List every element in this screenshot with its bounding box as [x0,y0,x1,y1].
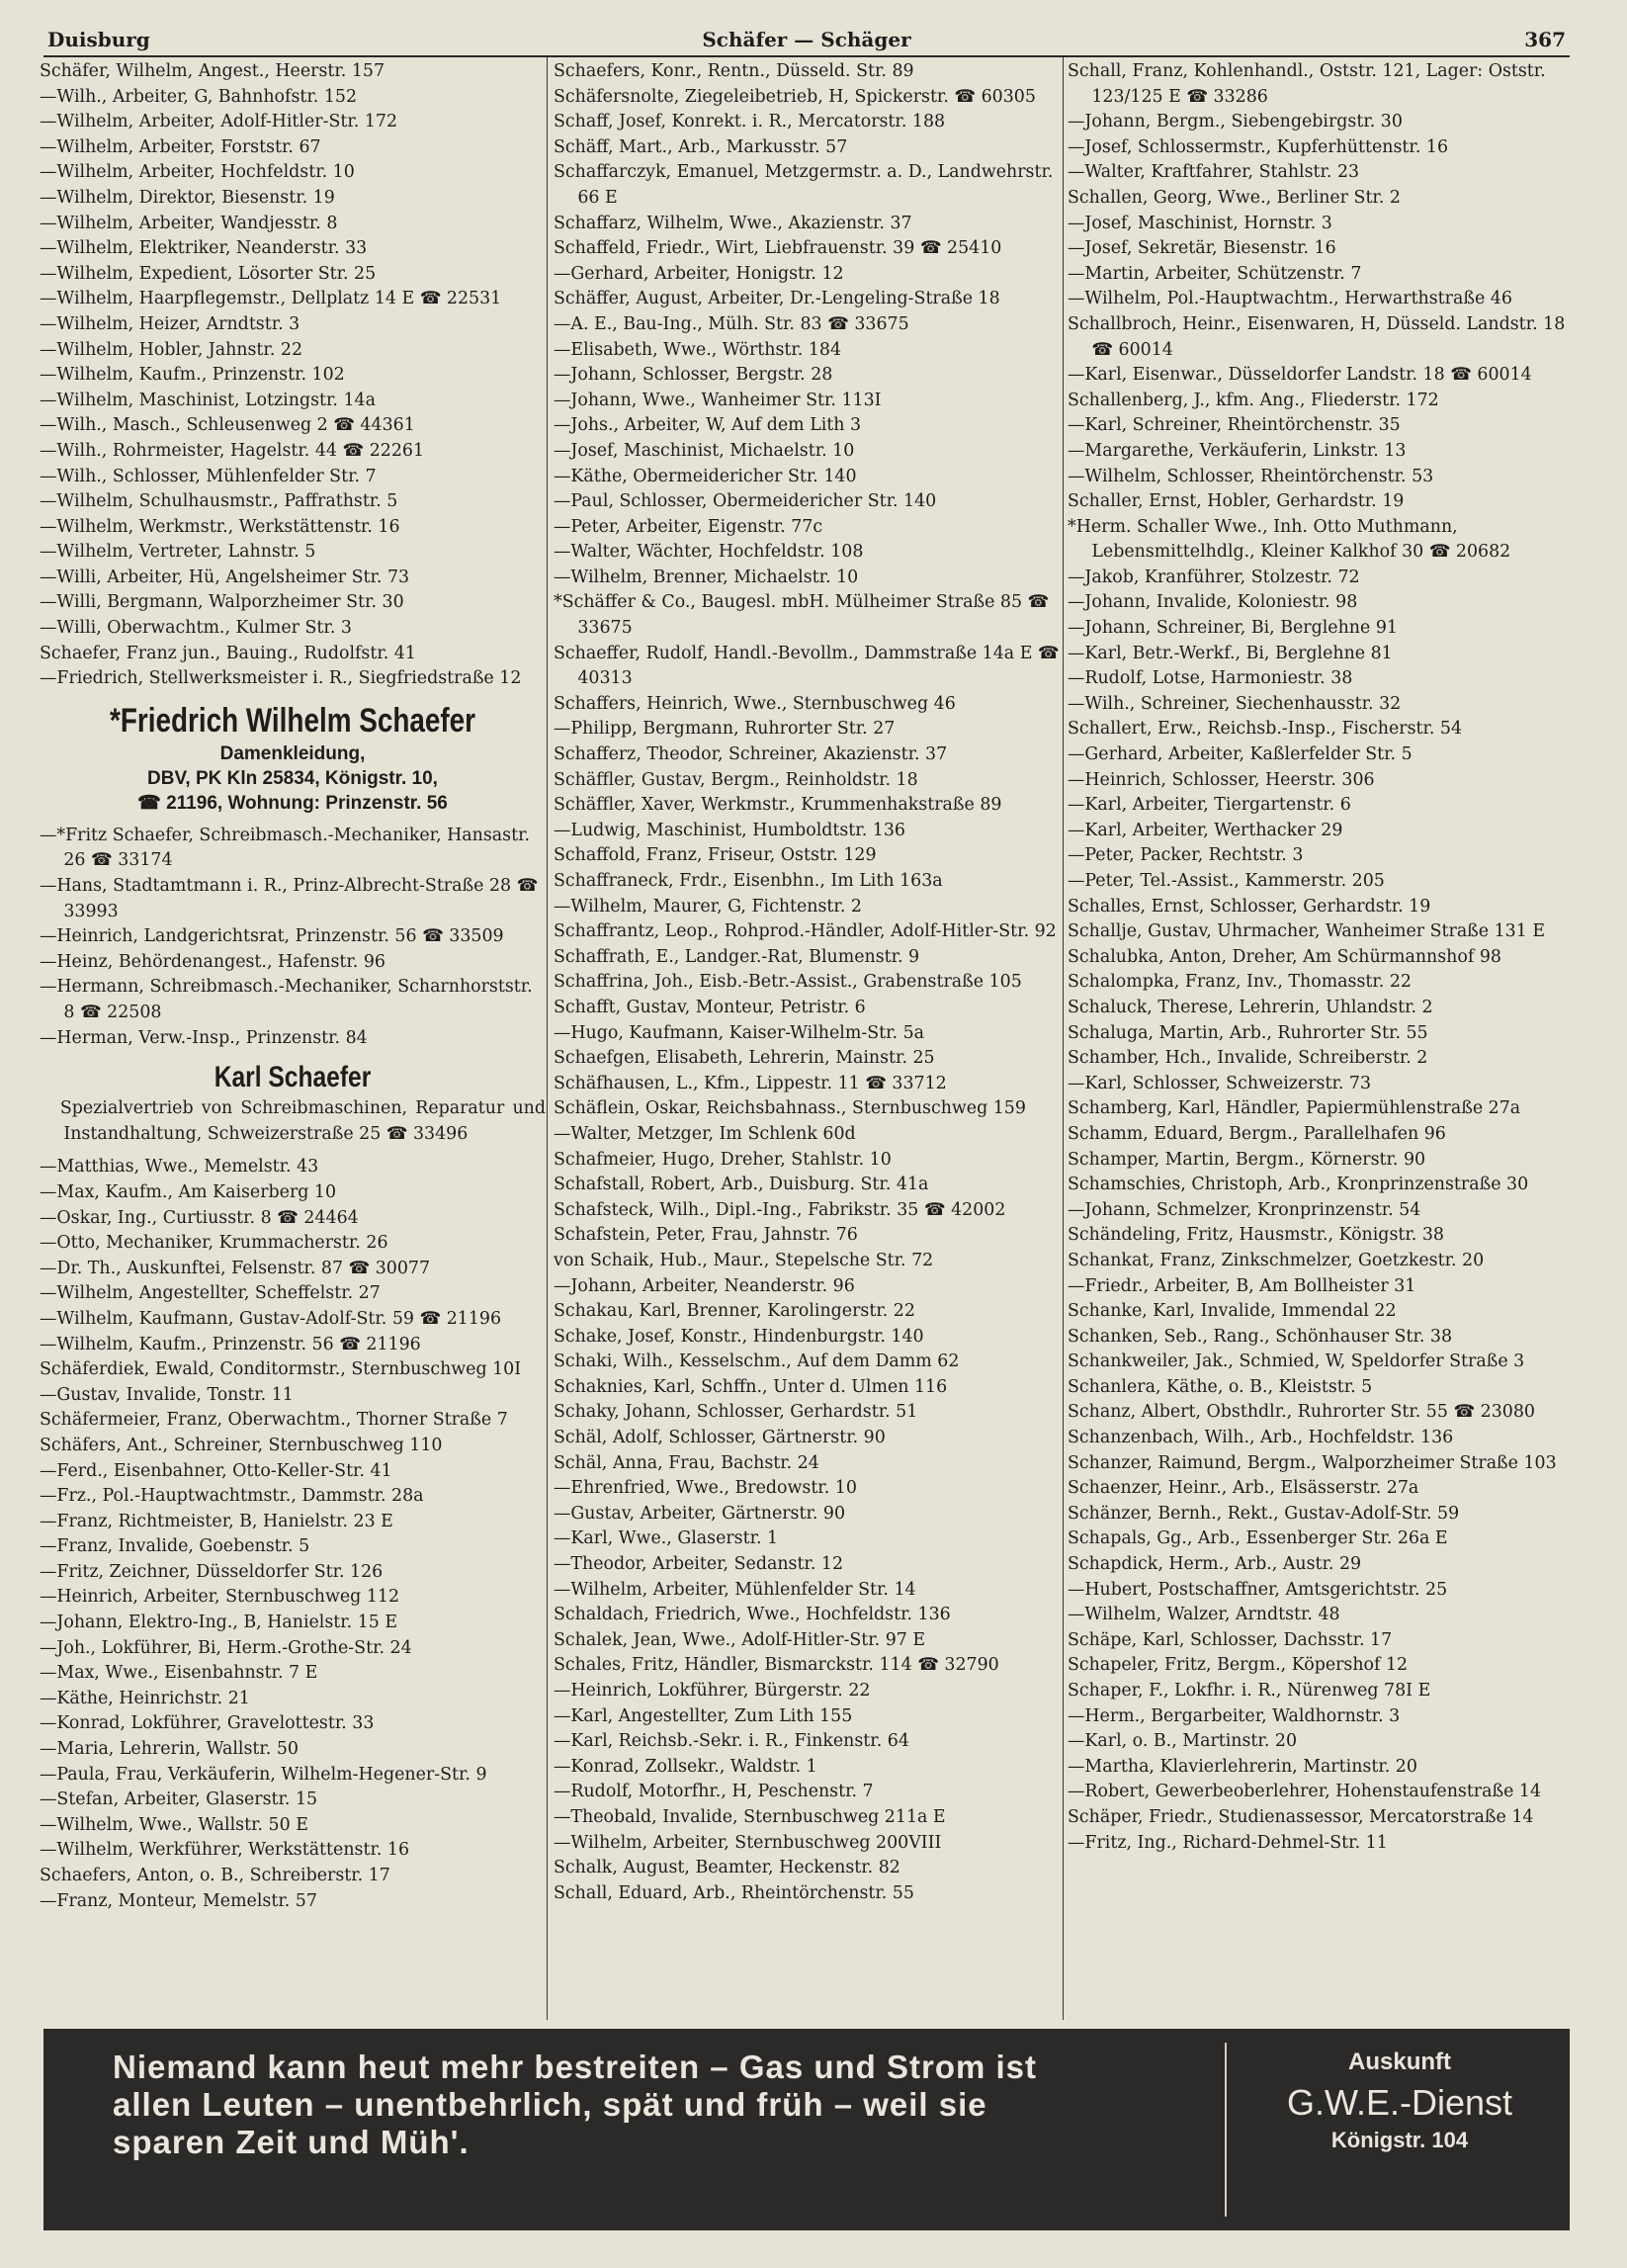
directory-entry: —Wilhelm, Maurer, G, Fichtenstr. 2 [554,896,862,916]
directory-entry: Schake, Josef, Konstr., Hindenburgstr. 140 [554,1326,924,1347]
directory-entry: —Wilh., Arbeiter, G, Bahnhofstr. 152 [40,86,358,107]
directory-entry: —Walter, Wächter, Hochfeldstr. 108 [554,542,864,563]
directory-entry: —Theobald, Invalide, Sternbuschweg 211a E [554,1806,946,1827]
directory-entry: —Franz, Richtmeister, B, Hanielstr. 23 E [40,1511,393,1531]
directory-entry: Schäl, Adolf, Schlosser, Gärtnerstr. 90 [554,1428,886,1448]
directory-entry: Schalompka, Franz, Inv., Thomasstr. 22 [1068,972,1412,993]
directory-entry: —Rudolf, Lotse, Harmoniestr. 38 [1068,668,1353,689]
directory-entry: Schanz, Albert, Obsthdlr., Ruhrorter Str. 55 ☎ 23080 [1068,1402,1535,1423]
directory-entry: —Karl, Eisenwar., Düsseldorfer Landstr. 18 ☎ 60014 [1068,365,1532,386]
directory-entry: Schamschies, Christoph, Arb., Kronprinzenstraße 30 [1068,1175,1529,1195]
directory-entry: —Wilhelm, Arbeiter, Forststr. 67 [40,136,321,157]
directory-entry: —Wilhelm, Heizer, Arndtstr. 3 [40,313,300,334]
directory-entry: —Ferd., Eisenbahner, Otto-Keller-Str. 41 [40,1460,392,1481]
directory-entry: —Theodor, Arbeiter, Sedanstr. 12 [554,1554,844,1575]
directory-entry: —Martha, Klavierlehrerin, Martinstr. 20 [1068,1756,1417,1777]
directory-entry: Schaffraneck, Frdr., Eisenbhn., Im Lith 163a [554,871,943,891]
directory-entry: Schäl, Anna, Frau, Bachstr. 24 [554,1452,819,1473]
directory-entry: —Paul, Schlosser, Obermeidericher Str. 140 [554,491,937,512]
directory-entry: —Karl, Wwe., Glaserstr. 1 [554,1528,779,1549]
directory-entry: Schall, Franz, Kohlenhandl., Oststr. 121, Lager: Oststr. 123/125 E ☎ 33286 [1068,61,1546,107]
display-advertisement [40,700,546,816]
directory-entry: Schäferdiek, Ewald, Conditormstr., Sternbuschweg 10I [40,1359,522,1380]
directory-entry: —Wilh., Masch., Schleusenweg 2 ☎ 44361 [40,415,415,436]
directory-entry: Schankat, Franz, Zinkschmelzer, Goetzkestr. 20 [1068,1250,1485,1270]
directory-entry: —Wilhelm, Werkmstr., Werkstättenstr. 16 [40,516,400,537]
directory-entry: Schaefers, Konr., Rentn., Düsseld. Str. 89 [554,61,914,81]
ad-description: Spezialvertrieb von Schreibmaschinen, Reparatur und Instandhaltung, Schweizerstraße 25 ☎ 33496 [59,1098,546,1144]
directory-entry: Schapals, Gg., Arb., Essenberger Str. 26a E [1068,1528,1448,1549]
directory-entry: —Wilhelm, Elektriker, Neanderstr. 33 [40,238,368,259]
directory-entry: —Karl, Angestellter, Zum Lith 155 [554,1705,853,1726]
column-divider [1063,57,1064,2020]
directory-entry: Schaffeld, Friedr., Wirt, Liebfrauenstr. 39 ☎ 25410 [554,238,1002,259]
directory-entry: Schalubka, Anton, Dreher, Am Schürmannshof 98 [1068,946,1501,967]
advertisement-banner [43,2029,1570,2230]
directory-entry: von Schaik, Hub., Maur., Stepelsche Str. 72 [554,1250,934,1270]
directory-entry: —Karl, Schreiner, Rheintörchenstr. 35 [1068,415,1401,436]
directory-entry: —Herm., Bergarbeiter, Waldhornstr. 3 [1068,1705,1401,1726]
directory-entry: Schäfers, Ant., Schreiner, Sternbuschweg 110 [40,1435,443,1455]
header-range: Schäfer — Schäger [702,28,911,51]
directory-entry: Schamber, Hch., Invalide, Schreiberstr. 2 [1068,1048,1428,1069]
directory-entry: —Gustav, Arbeiter, Gärtnerstr. 90 [554,1503,846,1524]
directory-entry: Schafstall, Robert, Arb., Duisburg. Str. 41a [554,1175,929,1195]
directory-entry: —Johs., Arbeiter, W, Auf dem Lith 3 [554,415,862,436]
directory-entry: —Wilhelm, Arbeiter, Sternbuschweg 200VIII [554,1832,942,1853]
directory-entry: —Willi, Bergmann, Walporzheimer Str. 30 [40,592,404,613]
directory-entry: —Wilhelm, Werkführer, Werkstättenstr. 16 [40,1840,410,1861]
directory-entry: Schaenzer, Heinr., Arb., Elsässerstr. 27a [1068,1478,1419,1499]
directory-entry: Schafsteck, Wilh., Dipl.-Ing., Fabrikstr. 35 ☎ 42002 [554,1199,1006,1220]
directory-entry: —Karl, Reichsb.-Sekr. i. R., Finkenstr. 64 [554,1731,909,1752]
directory-entry: —Wilhelm, Expedient, Lösorter Str. 25 [40,263,377,284]
directory-entry: —Karl, Arbeiter, Tiergartenstr. 6 [1068,795,1351,816]
directory-entry: —Wilhelm, Wwe., Wallstr. 50 E [40,1814,308,1835]
directory-entry: —Josef, Maschinist, Michaelstr. 10 [554,440,855,461]
directory-entry: —Karl, Arbeiter, Werthacker 29 [1068,820,1343,840]
directory-entry: —Franz, Monteur, Memelstr. 57 [40,1890,317,1911]
directory-entry: Schaknies, Karl, Schffn., Unter d. Ulmen 116 [554,1376,948,1397]
directory-entry: Schapeler, Fritz, Bergm., Köpershof 12 [1068,1655,1409,1676]
directory-entry: Schanzenbach, Wilh., Arb., Hochfeldstr. 136 [1068,1428,1454,1448]
directory-entry: Schaffrantz, Leop., Rohprod.-Händler, Adolf-Hitler-Str. 92 [554,921,1057,942]
directory-entry: —Käthe, Obermeidericher Str. 140 [554,466,857,486]
directory-entry: —Johann, Elektro-Ing., B, Hanielstr. 15 E [40,1613,398,1633]
directory-entry: Schanzer, Raimund, Bergm., Walporzheimer Straße 103 [1068,1452,1557,1473]
ad-detail-line: ☎ 21196, Wohnung: Prinzenstr. 56 [137,792,448,814]
directory-entry: —Hubert, Postschaffner, Amtsgerichtstr. 25 [1068,1579,1448,1600]
directory-entry: Schafft, Gustav, Monteur, Petristr. 6 [554,997,866,1017]
directory-entry: —Wilhelm, Kaufmann, Gustav-Adolf-Str. 59 ☎ 21196 [40,1308,502,1329]
directory-entry: —Hugo, Kaufmann, Kaiser-Wilhelm-Str. 5a [554,1022,925,1043]
column-divider [547,57,548,2020]
directory-entry: —Fritz, Zeichner, Düsseldorfer Str. 126 [40,1561,384,1582]
directory-column-1 [40,59,546,2022]
directory-entry: —Jakob, Kranführer, Stolzestr. 72 [1068,567,1360,587]
directory-entry: —Josef, Maschinist, Hornstr. 3 [1068,213,1332,233]
directory-entry: —Wilhelm, Brenner, Michaelstr. 10 [554,567,859,587]
directory-entry: —Johann, Arbeiter, Neanderstr. 96 [554,1275,855,1296]
page-number: 367 [1524,28,1566,51]
directory-entry: Schalek, Jean, Wwe., Adolf-Hitler-Str. 97 E [554,1629,926,1650]
ad-slogan-line: allen Leuten – unentbehrlich, spät und früh – weil sie [113,2086,987,2123]
directory-entry: Schäfersnolte, Ziegeleibetrieb, H, Spickerstr. ☎ 60305 [554,86,1036,107]
ad-contact [1230,2049,1570,2153]
directory-entry: —Rudolf, Motorfhr., H, Peschenstr. 7 [554,1782,874,1802]
directory-entry: Schafstein, Peter, Frau, Jahnstr. 76 [554,1225,858,1246]
directory-entry: Schapdick, Herm., Arb., Austr. 29 [1068,1554,1362,1575]
directory-entry: —Gerhard, Arbeiter, Kaßlerfelder Str. 5 [1068,744,1413,765]
directory-entry: Schaluck, Therese, Lehrerin, Uhlandstr. 2 [1068,997,1433,1017]
directory-entry: —Max, Kaufm., Am Kaiserberg 10 [40,1181,337,1202]
directory-entry: —Wilhelm, Walzer, Arndtstr. 48 [1068,1605,1340,1625]
directory-entry: —Josef, Sekretär, Biesenstr. 16 [1068,238,1336,259]
header-city: Duisburg [47,28,150,51]
ad-contact-label: Auskunft [1348,2049,1451,2075]
display-advertisement [40,1059,546,1147]
directory-entry: *Herm. Schaller Wwe., Inh. Otto Muthmann, Lebensmittelhdlg., Kleiner Kalkhof 30 ☎ 20682 [1068,516,1511,563]
directory-entry: —Joh., Lokführer, Bi, Herm.-Grothe-Str. 24 [40,1637,412,1658]
directory-entry: —Wilhelm, Maschinist, Lotzingstr. 14a [40,390,376,410]
directory-entry: Schallje, Gustav, Uhrmacher, Wanheimer Straße 131 E [1068,921,1546,942]
directory-entry: Schaldach, Friedrich, Wwe., Hochfeldstr. 136 [554,1605,951,1625]
directory-entry: —Ludwig, Maschinist, Humboldtstr. 136 [554,820,905,840]
directory-entry: Schamm, Eduard, Bergm., Parallelhafen 96 [1068,1123,1446,1144]
directory-entry: —Martin, Arbeiter, Schützenstr. 7 [1068,263,1362,284]
directory-entry: —Wilhelm, Haarpflegemstr., Dellplatz 14 E ☎ 22531 [40,289,502,309]
directory-entry: —Heinrich, Arbeiter, Sternbuschweg 112 [40,1587,400,1608]
directory-entry: —Hans, Stadtamtmann i. R., Prinz-Albrecht-Straße 28 ☎ 33993 [40,876,539,921]
directory-entry: Schaluga, Martin, Arb., Ruhrorter Str. 55 [1068,1022,1428,1043]
directory-entry: —Friedrich, Stellwerksmeister i. R., Siegfriedstraße 12 [40,668,522,689]
directory-entry: Schändeling, Fritz, Hausmstr., Königstr. 38 [1068,1225,1444,1246]
directory-entry: —Konrad, Zollsekr., Waldstr. 1 [554,1756,817,1777]
directory-entry: Schaeffer, Rudolf, Handl.-Bevollm., Dammstraße 14a E ☎ 40313 [554,643,1060,689]
directory-entry: *Schäffer & Co., Baugesl. mbH. Mülheimer Straße 85 ☎ 33675 [554,592,1050,639]
directory-entry: —Ehrenfried, Wwe., Bredowstr. 10 [554,1478,857,1499]
directory-entry: —Wilhelm, Pol.-Hauptwachtm., Herwarthstraße 46 [1068,289,1512,309]
directory-entry: —Wilh., Schreiner, Siechenhausstr. 32 [1068,693,1402,714]
directory-entry: —Wilhelm, Arbeiter, Mühlenfelder Str. 14 [554,1579,916,1600]
ad-slogan-line: Niemand kann heut mehr bestreiten – Gas und Strom ist [113,2049,1038,2085]
directory-entry: —Philipp, Bergmann, Ruhrorter Str. 27 [554,719,896,740]
directory-entry: —Gerhard, Arbeiter, Honigstr. 12 [554,263,844,284]
directory-entry: —Peter, Packer, Rechtstr. 3 [1068,845,1304,866]
directory-entry: —Wilhelm, Direktor, Biesenstr. 19 [40,187,335,208]
directory-entry: Schallenberg, J., kfm. Ang., Fliederstr. 172 [1068,390,1439,410]
directory-entry: —Oskar, Ing., Curtiusstr. 8 ☎ 24464 [40,1207,359,1228]
ad-slogan-line: sparen Zeit und Müh'. [113,2124,470,2160]
directory-entry: Schakau, Karl, Brenner, Karolingerstr. 22 [554,1301,915,1322]
directory-column-2 [554,59,1060,2022]
directory-entry: —Johann, Wwe., Wanheimer Str. 113I [554,390,882,410]
directory-entry: Schalles, Ernst, Schlosser, Gerhardstr. 19 [1068,896,1431,916]
directory-entry: Schaffarz, Wilhelm, Wwe., Akazienstr. 37 [554,213,912,233]
ad-business-name: *Friedrich Wilhelm Schaefer [109,701,476,740]
ad-contact-name: G.W.E.-Dienst [1286,2082,1513,2123]
directory-entry: —Matthias, Wwe., Memelstr. 43 [40,1157,319,1178]
directory-entry: Schaffrath, E., Landger.-Rat, Blumenstr. 9 [554,946,920,967]
directory-entry: —Karl, Schlosser, Schweizerstr. 73 [1068,1073,1372,1093]
directory-entry: —Robert, Gewerbeoberlehrer, Hohenstaufenstraße 14 [1068,1782,1542,1802]
directory-entry: —Max, Wwe., Eisenbahnstr. 7 E [40,1663,318,1684]
directory-entry: Schafmeier, Hugo, Dreher, Stahlstr. 10 [554,1149,892,1170]
ad-divider [1225,2043,1227,2217]
directory-entry: —Josef, Schlossermstr., Kupferhüttenstr. 16 [1068,136,1449,157]
directory-entry: —Wilhelm, Arbeiter, Wandjesstr. 8 [40,213,338,233]
directory-entry: Schanken, Seb., Rang., Schönhauser Str. 38 [1068,1326,1453,1347]
directory-entry: —Friedr., Arbeiter, B, Am Bollheister 31 [1068,1275,1416,1296]
directory-entry: —Wilhelm, Schulhausmstr., Paffrathstr. 5 [40,491,398,512]
ad-detail-line: Damenkleidung, [219,742,366,764]
directory-entry: Schaffrina, Joh., Eisb.-Betr.-Assist., Grabenstraße 105 [554,972,1022,993]
directory-entry: Schaky, Johann, Schlosser, Gerhardstr. 51 [554,1402,918,1423]
directory-entry: —Wilhelm, Hobler, Jahnstr. 22 [40,339,303,360]
directory-entry: —Margarethe, Verkäuferin, Linkstr. 13 [1068,440,1407,461]
directory-entry: —Wilh., Rohrmeister, Hagelstr. 44 ☎ 22261 [40,440,425,461]
directory-entry: Schales, Fritz, Händler, Bismarckstr. 114 ☎ 32790 [554,1655,999,1676]
directory-entry: —Frz., Pol.-Hauptwachtmstr., Dammstr. 28a [40,1486,424,1507]
directory-entry: —Elisabeth, Wwe., Wörthstr. 184 [554,339,842,360]
directory-entry: —Gustav, Invalide, Tonstr. 11 [40,1384,294,1405]
directory-entry: —Heinz, Behördenangest., Hafenstr. 96 [40,951,385,972]
directory-entry: Schaper, F., Lokfhr. i. R., Nürenweg 78I E [1068,1681,1431,1701]
directory-entry: —Konrad, Lokführer, Gravelottestr. 33 [40,1713,375,1734]
directory-entry: —Heinrich, Lokführer, Bürgerstr. 22 [554,1681,871,1701]
directory-entry: Schänzer, Bernh., Rekt., Gustav-Adolf-Str. 59 [1068,1503,1460,1524]
directory-entry: —Karl, Betr.-Werkf., Bi, Berglehne 81 [1068,643,1393,663]
directory-entry: Schaller, Ernst, Hobler, Gerhardstr. 19 [1068,491,1405,512]
directory-entry: Schanlera, Käthe, o. B., Kleiststr. 5 [1068,1376,1373,1397]
directory-entry: —Wilhelm, Arbeiter, Adolf-Hitler-Str. 172 [40,112,398,132]
directory-entry: —Heinrich, Schlosser, Heerstr. 306 [1068,769,1375,790]
directory-entry: Schallen, Georg, Wwe., Berliner Str. 2 [1068,187,1401,208]
directory-entry: Schaefgen, Elisabeth, Lehrerin, Mainstr. 25 [554,1048,935,1069]
directory-entry: —Stefan, Arbeiter, Glaserstr. 15 [40,1789,318,1810]
directory-entry: —Herman, Verw.-Insp., Prinzenstr. 84 [40,1027,368,1048]
directory-entry: Schanke, Karl, Invalide, Immendal 22 [1068,1301,1397,1322]
page-header [43,22,1570,57]
directory-entry: —Wilhelm, Kaufm., Prinzenstr. 102 [40,365,345,386]
directory-entry: Schäffler, Xaver, Werkmstr., Krummenhakstraße 89 [554,795,1002,816]
directory-entry: Schall, Eduard, Arb., Rheintörchenstr. 55 [554,1882,914,1903]
directory-entry: Schafferz, Theodor, Schreiner, Akazienstr. 37 [554,744,948,765]
directory-entry: —Hermann, Schreibmasch.-Mechaniker, Scharnhorststr. 8 ☎ 22508 [40,977,533,1022]
directory-entry: Schaki, Wilh., Kesselschm., Auf dem Damm 62 [554,1352,960,1372]
directory-entry: —Johann, Schlosser, Bergstr. 28 [554,365,833,386]
directory-entry: —Maria, Lehrerin, Wallstr. 50 [40,1739,299,1760]
directory-entry: —Heinrich, Landgerichtsrat, Prinzenstr. 56 ☎ 33509 [40,926,504,947]
directory-entry: —Wilhelm, Arbeiter, Hochfeldstr. 10 [40,162,355,183]
directory-entry: Schamper, Martin, Bergm., Körnerstr. 90 [1068,1149,1426,1170]
ad-contact-address: Königstr. 104 [1330,2128,1469,2152]
directory-entry: Schaffers, Heinrich, Wwe., Sternbuschweg 46 [554,693,956,714]
directory-entry: Schalk, August, Beamter, Heckenstr. 82 [554,1858,900,1878]
directory-entry: —Wilhelm, Angestellter, Scheffelstr. 27 [40,1283,381,1304]
directory-entry: Schaffarczyk, Emanuel, Metzgermstr. a. D., Landwehrstr. 66 E [554,162,1054,208]
directory-entry: —Willi, Arbeiter, Hü, Angelsheimer Str. 73 [40,567,410,587]
directory-entry: —Käthe, Heinrichstr. 21 [40,1688,250,1708]
directory-entry: Schäfer, Wilhelm, Angest., Heerstr. 157 [40,61,385,81]
directory-entry: Schaefer, Franz jun., Bauing., Rudolfstr. 41 [40,643,416,663]
directory-entry: Schaffold, Franz, Friseur, Oststr. 129 [554,845,877,866]
directory-entry: —Wilhelm, Vertreter, Lahnstr. 5 [40,542,316,563]
ad-detail-line: DBV, PK Kln 25834, Königstr. 10, [147,767,438,789]
directory-entry: Schäflein, Oskar, Reichsbahnass., Sternbuschweg 159 [554,1098,1026,1119]
directory-entry: Schäff, Mart., Arb., Markusstr. 57 [554,136,848,157]
directory-entry: —Johann, Schreiner, Bi, Berglehne 91 [1068,618,1398,639]
directory-entry: —Fritz, Ing., Richard-Dehmel-Str. 11 [1068,1832,1388,1853]
directory-entry: —Paula, Frau, Verkäuferin, Wilhelm-Hegener-Str. 9 [40,1764,487,1785]
directory-entry: Schäper, Friedr., Studienassessor, Mercatorstraße 14 [1068,1806,1534,1827]
directory-entry: —Franz, Invalide, Goebenstr. 5 [40,1536,310,1557]
directory-entry: Schäfermeier, Franz, Oberwachtm., Thorner Straße 7 [40,1410,508,1431]
directory-entry: —Peter, Tel.-Assist., Kammerstr. 205 [1068,871,1385,891]
directory-entry: Schaefers, Anton, o. B., Schreiberstr. 17 [40,1866,390,1885]
directory-entry: —Otto, Mechaniker, Krummacherstr. 26 [40,1233,388,1254]
directory-entry: —Wilhelm, Kaufm., Prinzenstr. 56 ☎ 21196 [40,1334,421,1354]
directory-entry: Schäffer, August, Arbeiter, Dr.-Lengeling-Straße 18 [554,289,1000,309]
directory-entry: Schäffler, Gustav, Bergm., Reinholdstr. 18 [554,769,918,790]
directory-entry: —Karl, o. B., Martinstr. 20 [1068,1731,1298,1752]
directory-entry: Schäpe, Karl, Schlosser, Dachsstr. 17 [1068,1629,1393,1650]
directory-entry: —Willi, Oberwachtm., Kulmer Str. 3 [40,618,352,639]
ad-slogan [113,2049,1180,2161]
ad-business-name: Karl Schaefer [214,1061,372,1094]
directory-entry: —Wilh., Schlosser, Mühlenfelder Str. 7 [40,466,377,486]
directory-entry: —*Fritz Schaefer, Schreibmasch.-Mechaniker, Hansastr. 26 ☎ 33174 [40,825,531,871]
directory-entry: —Johann, Schmelzer, Kronprinzenstr. 54 [1068,1199,1421,1220]
directory-entry: —Johann, Bergm., Siebengebirgstr. 30 [1068,112,1403,132]
directory-entry: —Johann, Invalide, Koloniestr. 98 [1068,592,1358,613]
directory-entry: —Walter, Kraftfahrer, Stahlstr. 23 [1068,162,1360,183]
directory-entry: —A. E., Bau-Ing., Mülh. Str. 83 ☎ 33675 [554,313,909,334]
directory-entry: —Walter, Metzger, Im Schlenk 60d [554,1123,856,1144]
directory-entry: Schallert, Erw., Reichsb.-Insp., Fischerstr. 54 [1068,719,1463,740]
directory-entry: Schamberg, Karl, Händler, Papiermühlenstraße 27a [1068,1098,1521,1119]
directory-entry: Schallbroch, Heinr., Eisenwaren, H, Düsseld. Landstr. 18 ☎ 60014 [1068,313,1566,360]
directory-column-3 [1068,59,1572,2022]
directory-entry: —Dr. Th., Auskunftei, Felsenstr. 87 ☎ 30077 [40,1258,431,1278]
directory-entry: —Wilhelm, Schlosser, Rheintörchenstr. 53 [1068,466,1434,486]
directory-entry: —Peter, Arbeiter, Eigenstr. 77c [554,516,823,537]
directory-entry: Schankweiler, Jak., Schmied, W, Speldorfer Straße 3 [1068,1352,1525,1372]
directory-entry: Schäfhausen, L., Kfm., Lippestr. 11 ☎ 33712 [554,1073,947,1093]
directory-entry: Schaff, Josef, Konrekt. i. R., Mercatorstr. 188 [554,112,946,132]
